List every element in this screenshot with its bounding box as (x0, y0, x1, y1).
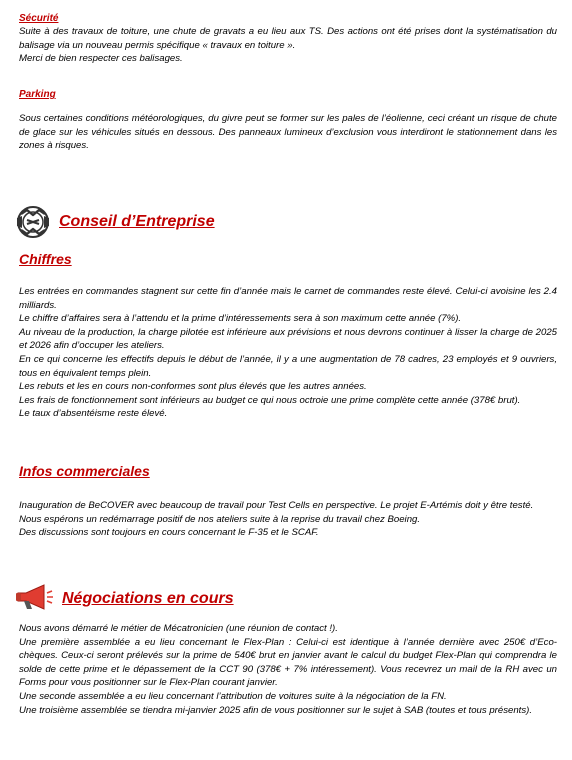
infos-commerciales-heading: Infos commerciales (19, 463, 150, 479)
conseil-title: Conseil d’Entreprise (59, 213, 215, 230)
paragraph-line: Des discussions sont toujours en cours concernant le F-35 et le SCAF. (19, 527, 319, 539)
negociations-title: Négociations en cours (62, 590, 234, 607)
paragraph-line: Le taux d’absentéisme reste élevé. (19, 408, 168, 420)
parking-body (19, 112, 557, 153)
paragraph-line: Une seconde assemblée a eu lieu concernant l’attribution de voitures suite à la négociation de la FN. (19, 690, 447, 702)
paragraph-line: Le chiffre d’affaires sera à l’attendu et la prime d’intéressements sera à son maximum cette année (7%). (19, 313, 462, 325)
paragraph-line: Une première assemblée a eu lieu concernant le Flex-Plan : Celui-ci est identique à l’année dernière avec 250€ d’Eco-chèques. Ceux-ci seront prélevés sur la prime de 540€ brut en janvier avant le calcul du budget Flex-Plan qui comprendra le solde de cette prime et le dépassement de la CCT 90 (378€ + 7% intéressement). Vous recevrez un mail de la RH avec un Forms pour vous positionner sur le Flex-Plan courant janvier. (19, 636, 557, 689)
paragraph-line: Une troisième assemblée se tiendra mi-janvier 2025 afin de vous positionner sur le sujet à SAB (toutes et tous présents). (19, 704, 532, 716)
paragraph-line: Nous espérons un redémarrage positif de nos ateliers suite à la reprise du travail chez Boeing. (19, 513, 421, 525)
paragraph-line: Les rebuts et les en cours non-conformes sont plus élevés que les autres années. (19, 381, 367, 393)
negociations-body (19, 622, 557, 717)
paragraph-line: Inauguration de BeCOVER avec beaucoup de travail pour Test Cells en perspective. Le projet E-Artémis doit y être testé. (19, 500, 534, 511)
paragraph-line: En ce qui concerne les effectifs depuis le début de l’année, il y a une augmentation de 78 cadres, 23 employés et 9 ouvriers, tous en équivalent temps plein. (19, 353, 557, 379)
parking-heading: Parking (19, 89, 56, 100)
paragraph-line: Merci de bien respecter ces balisages. (19, 53, 183, 65)
paragraph-line: Les frais de fonctionnement sont inférieurs au budget ce qui nous octroie une prime complète cette année (378€ brut). (19, 394, 521, 406)
infos-commerciales-body (19, 499, 557, 540)
paragraph-line: Nous avons démarré le métier de Mécatronicien (une réunion de contact !). (19, 623, 338, 634)
securite-body (19, 25, 557, 66)
paragraph-line: Au niveau de la production, la charge pilotée est inférieure aux prévisions et nous devrons continuer à lisser la charge de 2025 et 2026 afin d’occuper les ateliers. (19, 326, 557, 352)
paragraph-line: Suite à des travaux de toiture, une chute de gravats a eu lieu aux TS. Des actions ont été prises dont la systématisation du balisage via un nouveau permis spécifique « travaux en toiture ». (19, 26, 557, 51)
paragraph-line: Sous certaines conditions météorologiques, du givre peut se former sur les pales de l’éolienne, ceci créant un risque de chute de glace sur les véhicules situés en dessous. Des panneaux lumineux d’exclusion vous interdiront le stationnement dans les zones à risques. (19, 113, 557, 152)
securite-heading: Sécurité (19, 13, 59, 24)
paragraph-line: Les entrées en commandes stagnent sur cette fin d’année mais le carnet de commandes reste élevé. Celui-ci avoisine les 2.4 milliards. (19, 286, 557, 311)
handshake-circle-icon (13, 202, 53, 242)
chiffres-heading: Chiffres (19, 251, 72, 267)
megaphone-icon (14, 583, 54, 611)
chiffres-body (19, 285, 557, 421)
